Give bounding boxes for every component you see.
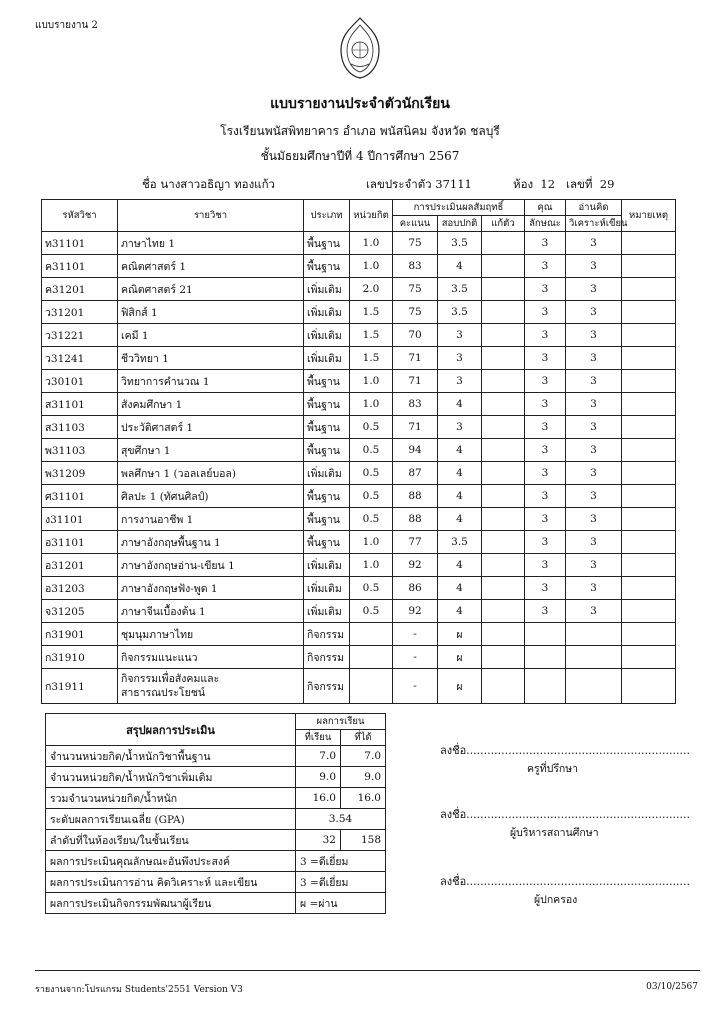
table-row (42, 623, 676, 646)
subject-type-cell: เพิ่มเติม (304, 600, 350, 623)
subject-code-cell: ก31910 (42, 646, 118, 669)
summary-result-header: ผลการเรียน (296, 714, 386, 730)
score-cell: 88 (393, 508, 438, 531)
characteristic-cell: 3 (525, 508, 566, 531)
subject-code-cell: ว31201 (42, 301, 118, 324)
remark-cell (622, 508, 676, 531)
retake-cell (482, 347, 525, 370)
subject-type-cell: เพิ่มเติม (304, 278, 350, 301)
credit-cell: 1.0 (350, 531, 393, 554)
summary-label: ผลการประเมินการอ่าน คิดวิเคราะห์ และเขียน (46, 872, 296, 893)
subject-type-cell: เพิ่มเติม (304, 301, 350, 324)
table-row (42, 577, 676, 600)
score-cell: - (393, 623, 438, 646)
credit-cell: 1.0 (350, 370, 393, 393)
reading-writing-cell (566, 623, 622, 646)
advisor-signature-line: ลงชื่อ................................................................ (440, 744, 690, 757)
subject-code-cell: พ31103 (42, 439, 118, 462)
subject-code-cell: ว31221 (42, 324, 118, 347)
subject-type-cell: พื้นฐาน (304, 232, 350, 255)
table-row (42, 462, 676, 485)
summary-label: รวมจำนวนหน่วยกิต/น้ำหนัก (46, 788, 296, 809)
subject-type-cell: เพิ่มเติม (304, 324, 350, 347)
characteristic-cell: 3 (525, 232, 566, 255)
score-cell: 86 (393, 577, 438, 600)
subject-type-cell: พื้นฐาน (304, 255, 350, 278)
room-value: 12 (540, 177, 556, 191)
gpa-value: 3.54 (296, 809, 386, 830)
retake-cell (482, 669, 525, 704)
header-credit: หน่วยกิต (350, 200, 393, 232)
parent-role: ผู้ปกครอง (534, 894, 578, 906)
read-value: 3 =ดีเยี่ยม (296, 872, 386, 893)
subject-type-cell: เพิ่มเติม (304, 347, 350, 370)
remark-cell (622, 462, 676, 485)
table-row (42, 301, 676, 324)
summary-enrolled: 9.0 (296, 767, 341, 788)
characteristic-cell: 3 (525, 347, 566, 370)
subject-name-cell: คณิตศาสตร์ 1 (118, 255, 304, 278)
summary-label: ผลการประเมินกิจกรรมพัฒนาผู้เรียน (46, 893, 296, 914)
remark-cell (622, 370, 676, 393)
grade-cell: 4 (438, 485, 482, 508)
remark-cell (622, 554, 676, 577)
subject-code-cell: พ31209 (42, 462, 118, 485)
retake-cell (482, 324, 525, 347)
grade-cell: 3 (438, 347, 482, 370)
retake-cell (482, 600, 525, 623)
table-row (42, 278, 676, 301)
remark-cell (622, 531, 676, 554)
table-row (42, 255, 676, 278)
activity-value: ผ =ผ่าน (296, 893, 386, 914)
subject-type-cell: กิจกรรม (304, 669, 350, 704)
characteristic-cell: 3 (525, 462, 566, 485)
grade-line: ชั้นมัธยมศึกษาปีที่ 4 ปีการศึกษา 2567 (260, 149, 460, 163)
retake-cell (482, 462, 525, 485)
rank-grade: 158 (341, 830, 386, 851)
score-cell: 71 (393, 347, 438, 370)
reading-writing-cell: 3 (566, 416, 622, 439)
characteristic-cell: 3 (525, 393, 566, 416)
summary-row-gpa (46, 809, 386, 830)
retake-cell (482, 255, 525, 278)
reading-writing-cell: 3 (566, 554, 622, 577)
reading-writing-cell: 3 (566, 531, 622, 554)
parent-signature-line: ลงชื่อ................................................................ (440, 875, 690, 888)
table-row (42, 600, 676, 623)
summary-label: ลำดับที่ในห้องเรียน/ในชั้นเรียน (46, 830, 296, 851)
summary-row-basic (46, 746, 386, 767)
subject-name-cell: วิทยาการคำนวณ 1 (118, 370, 304, 393)
credit-cell: 1.5 (350, 301, 393, 324)
retake-cell (482, 370, 525, 393)
grade-cell: 4 (438, 393, 482, 416)
header-code: รหัสวิชา (42, 200, 118, 232)
credit-cell: 1.5 (350, 347, 393, 370)
score-cell: 75 (393, 232, 438, 255)
subject-type-cell: พื้นฐาน (304, 439, 350, 462)
score-cell: 94 (393, 439, 438, 462)
id-value: 37111 (435, 177, 472, 191)
header-assessment: การประเมินผลสัมฤทธิ์ (393, 200, 525, 216)
subject-type-cell: พื้นฐาน (304, 508, 350, 531)
retake-cell (482, 623, 525, 646)
remark-cell (622, 416, 676, 439)
reading-writing-cell: 3 (566, 508, 622, 531)
summary-row-rank (46, 830, 386, 851)
reading-writing-cell: 3 (566, 600, 622, 623)
reading-writing-cell: 3 (566, 462, 622, 485)
credit-cell: 0.5 (350, 508, 393, 531)
characteristic-cell: 3 (525, 554, 566, 577)
name-label: ชื่อ (142, 177, 157, 191)
rank-room: 32 (296, 830, 341, 851)
header-char-bottom: ลักษณะ (525, 216, 566, 232)
credit-cell: 0.5 (350, 600, 393, 623)
credit-cell: 0.5 (350, 577, 393, 600)
summary-row-activity (46, 893, 386, 914)
form-code: แบบรายงาน 2 (35, 20, 98, 31)
score-cell: 83 (393, 393, 438, 416)
characteristic-cell (525, 669, 566, 704)
retake-cell (482, 577, 525, 600)
characteristic-cell: 3 (525, 577, 566, 600)
reading-writing-cell: 3 (566, 347, 622, 370)
subject-name-cell: ศิลปะ 1 (ทัศนศิลป์) (118, 485, 304, 508)
subject-name-cell: ภาษาอังกฤษอ่าน-เขียน 1 (118, 554, 304, 577)
score-cell: 92 (393, 600, 438, 623)
subject-name-cell: ภาษาอังกฤษพื้นฐาน 1 (118, 531, 304, 554)
reading-writing-cell: 3 (566, 485, 622, 508)
subject-type-cell: กิจกรรม (304, 623, 350, 646)
score-cell: 70 (393, 324, 438, 347)
credit-cell (350, 623, 393, 646)
subject-code-cell: ว30101 (42, 370, 118, 393)
characteristic-cell: 3 (525, 416, 566, 439)
subject-name-cell: กิจกรรมแนะแนว (118, 646, 304, 669)
subject-type-cell: พื้นฐาน (304, 531, 350, 554)
student-name (142, 176, 275, 194)
table-row (42, 416, 676, 439)
subject-name-cell: ชุมนุมภาษาไทย (118, 623, 304, 646)
summary-earned-header: ที่ได้ (341, 730, 386, 746)
subject-type-cell: พื้นฐาน (304, 370, 350, 393)
table-row (42, 531, 676, 554)
subject-name-cell: กิจกรรมเพื่อสังคมและสาธารณประโยชน์ (118, 669, 304, 704)
retake-cell (482, 439, 525, 462)
director-role: ผู้บริหารสถานศึกษา (510, 827, 599, 839)
name-value: นางสาวอธิญา ทองแก้ว (160, 177, 276, 191)
advisor-role: ครูที่ปรึกษา (527, 763, 579, 775)
subject-name-cell: การงานอาชีพ 1 (118, 508, 304, 531)
subject-name-cell: สุขศึกษา 1 (118, 439, 304, 462)
credit-cell: 0.5 (350, 439, 393, 462)
credit-cell: 1.0 (350, 393, 393, 416)
footer-source: รายงานจาก:โปรแกรม Students'2551 Version V3 (35, 985, 243, 995)
score-cell: - (393, 646, 438, 669)
credit-cell: 1.0 (350, 255, 393, 278)
credit-cell (350, 646, 393, 669)
subject-code-cell: อ31201 (42, 554, 118, 577)
reading-writing-cell: 3 (566, 232, 622, 255)
director-signature-line: ลงชื่อ................................................................ (440, 808, 690, 821)
grade-cell: ผ (438, 623, 482, 646)
subject-type-cell: เพิ่มเติม (304, 554, 350, 577)
remark-cell (622, 623, 676, 646)
summary-row-total (46, 788, 386, 809)
remark-cell (622, 600, 676, 623)
subject-name-cell: ภาษาอังกฤษฟัง-พูด 1 (118, 577, 304, 600)
remark-cell (622, 577, 676, 600)
subject-code-cell: ส31101 (42, 393, 118, 416)
characteristic-cell: 3 (525, 439, 566, 462)
remark-cell (622, 393, 676, 416)
reading-writing-cell: 3 (566, 278, 622, 301)
retake-cell (482, 531, 525, 554)
summary-enrolled: 16.0 (296, 788, 341, 809)
credit-cell: 2.0 (350, 278, 393, 301)
summary-label: ระดับผลการเรียนเฉลี่ย (GPA) (46, 809, 296, 830)
subject-code-cell: ค31101 (42, 255, 118, 278)
header-score: คะแนน (393, 216, 438, 232)
header-subject: รายวิชา (118, 200, 304, 232)
header-remark: หมายเหตุ (622, 200, 676, 232)
number-value: 29 (599, 177, 615, 191)
subject-name-cell: ฟิสิกส์ 1 (118, 301, 304, 324)
table-row (42, 324, 676, 347)
retake-cell (482, 554, 525, 577)
subject-name-cell: ประวัติศาสตร์ 1 (118, 416, 304, 439)
score-cell: 88 (393, 485, 438, 508)
table-row (42, 370, 676, 393)
characteristic-cell: 3 (525, 324, 566, 347)
summary-row-char (46, 851, 386, 872)
header-grade: สอบปกติ (438, 216, 482, 232)
score-cell: - (393, 669, 438, 704)
subject-type-cell: เพิ่มเติม (304, 577, 350, 600)
retake-cell (482, 393, 525, 416)
characteristic-cell (525, 646, 566, 669)
retake-cell (482, 232, 525, 255)
table-row (42, 485, 676, 508)
reading-writing-cell: 3 (566, 324, 622, 347)
retake-cell (482, 416, 525, 439)
summary-row-extra (46, 767, 386, 788)
summary-table (45, 713, 386, 914)
summary-enrolled-header: ที่เรียน (296, 730, 341, 746)
summary-label: ผลการประเมินคุณลักษณะอันพึงประสงค์ (46, 851, 296, 872)
table-row (42, 669, 676, 704)
retake-cell (482, 646, 525, 669)
grades-table (41, 199, 676, 704)
student-id (366, 176, 472, 194)
subject-code-cell: ส31103 (42, 416, 118, 439)
retake-cell (482, 485, 525, 508)
summary-earned: 9.0 (341, 767, 386, 788)
reading-writing-cell (566, 646, 622, 669)
remark-cell (622, 324, 676, 347)
characteristic-cell: 3 (525, 278, 566, 301)
grade-cell: 4 (438, 462, 482, 485)
remark-cell (622, 646, 676, 669)
characteristic-cell: 3 (525, 255, 566, 278)
subject-name-cell: คณิตศาสตร์ 21 (118, 278, 304, 301)
reading-writing-cell: 3 (566, 577, 622, 600)
subject-code-cell: ท31101 (42, 232, 118, 255)
grade-cell: 3.5 (438, 531, 482, 554)
reading-writing-cell: 3 (566, 301, 622, 324)
report-title: แบบรายงานประจำตัวนักเรียน (270, 96, 450, 112)
grade-cell: 4 (438, 439, 482, 462)
table-row (42, 393, 676, 416)
subject-type-cell: พื้นฐาน (304, 393, 350, 416)
characteristic-cell: 3 (525, 370, 566, 393)
grade-cell: ผ (438, 669, 482, 704)
remark-cell (622, 255, 676, 278)
subject-name-cell: ภาษาจีนเบื้องต้น 1 (118, 600, 304, 623)
student-room (513, 176, 614, 194)
header-read-bottom: วิเคราะห์เขียน (566, 216, 622, 232)
header-read-top: อ่านคิด (566, 200, 622, 216)
characteristic-cell: 3 (525, 485, 566, 508)
subject-type-cell: เพิ่มเติม (304, 462, 350, 485)
characteristic-cell: 3 (525, 301, 566, 324)
room-label: ห้อง (513, 177, 534, 191)
grade-cell: 3.5 (438, 278, 482, 301)
subject-code-cell: อ31101 (42, 531, 118, 554)
table-row (42, 439, 676, 462)
school-line: โรงเรียนพนัสพิทยาคาร อำเภอ พนัสนิคม จังหวัด ชลบุรี (220, 124, 500, 138)
grade-cell: 3 (438, 416, 482, 439)
characteristic-cell: 3 (525, 600, 566, 623)
remark-cell (622, 485, 676, 508)
grade-cell: 3 (438, 324, 482, 347)
credit-cell: 1.0 (350, 232, 393, 255)
subject-type-cell: พื้นฐาน (304, 416, 350, 439)
grade-cell: 3 (438, 370, 482, 393)
retake-cell (482, 278, 525, 301)
summary-title: สรุปผลการประเมิน (46, 714, 296, 746)
retake-cell (482, 301, 525, 324)
remark-cell (622, 439, 676, 462)
subject-code-cell: ศ31101 (42, 485, 118, 508)
reading-writing-cell: 3 (566, 370, 622, 393)
reading-writing-cell: 3 (566, 439, 622, 462)
summary-earned: 16.0 (341, 788, 386, 809)
subject-name-cell: พลศึกษา 1 (วอลเลย์บอล) (118, 462, 304, 485)
header-retake: แก้ตัว (482, 216, 525, 232)
grade-cell: 4 (438, 600, 482, 623)
subject-code-cell: ค31201 (42, 278, 118, 301)
score-cell: 71 (393, 416, 438, 439)
school-seal-logo (337, 16, 383, 80)
table-row (42, 232, 676, 255)
retake-cell (482, 508, 525, 531)
summary-label: จำนวนหน่วยกิต/น้ำหนักวิชาเพิ่มเติม (46, 767, 296, 788)
subject-name-cell: ชีววิทยา 1 (118, 347, 304, 370)
grade-cell: 4 (438, 255, 482, 278)
subject-code-cell: จ31205 (42, 600, 118, 623)
score-cell: 87 (393, 462, 438, 485)
score-cell: 77 (393, 531, 438, 554)
number-label: เลขที่ (566, 177, 593, 191)
id-label: เลขประจำตัว (366, 177, 432, 191)
score-cell: 71 (393, 370, 438, 393)
grade-cell: ผ (438, 646, 482, 669)
grade-cell: 3.5 (438, 232, 482, 255)
subject-type-cell: พื้นฐาน (304, 485, 350, 508)
subject-code-cell: ว31241 (42, 347, 118, 370)
summary-earned: 7.0 (341, 746, 386, 767)
remark-cell (622, 301, 676, 324)
score-cell: 92 (393, 554, 438, 577)
summary-enrolled: 7.0 (296, 746, 341, 767)
footer-divider (35, 970, 700, 971)
reading-writing-cell: 3 (566, 255, 622, 278)
reading-writing-cell (566, 669, 622, 704)
remark-cell (622, 232, 676, 255)
table-row (42, 646, 676, 669)
grade-rows (42, 232, 676, 704)
summary-row-read (46, 872, 386, 893)
score-cell: 75 (393, 301, 438, 324)
grade-cell: 4 (438, 508, 482, 531)
credit-cell (350, 669, 393, 704)
subject-code-cell: ก31911 (42, 669, 118, 704)
remark-cell (622, 278, 676, 301)
grade-cell: 4 (438, 577, 482, 600)
score-cell: 83 (393, 255, 438, 278)
grade-cell: 4 (438, 554, 482, 577)
header-char-top: คุณ (525, 200, 566, 216)
summary-label: จำนวนหน่วยกิต/น้ำหนักวิชาพื้นฐาน (46, 746, 296, 767)
remark-cell (622, 347, 676, 370)
footer-date: 03/10/2567 (646, 982, 698, 992)
subject-name-cell: เคมี 1 (118, 324, 304, 347)
credit-cell: 0.5 (350, 416, 393, 439)
credit-cell: 0.5 (350, 462, 393, 485)
subject-code-cell: อ31203 (42, 577, 118, 600)
header-type: ประเภท (304, 200, 350, 232)
score-cell: 75 (393, 278, 438, 301)
table-row (42, 347, 676, 370)
credit-cell: 1.5 (350, 324, 393, 347)
remark-cell (622, 669, 676, 704)
credit-cell: 0.5 (350, 485, 393, 508)
reading-writing-cell: 3 (566, 393, 622, 416)
subject-name-cell: ภาษาไทย 1 (118, 232, 304, 255)
grade-cell: 3.5 (438, 301, 482, 324)
subject-code-cell: ง31101 (42, 508, 118, 531)
subject-code-cell: ก31901 (42, 623, 118, 646)
subject-type-cell: กิจกรรม (304, 646, 350, 669)
table-row (42, 554, 676, 577)
char-value: 3 =ดีเยี่ยม (296, 851, 386, 872)
characteristic-cell: 3 (525, 531, 566, 554)
credit-cell: 1.0 (350, 554, 393, 577)
subject-name-cell: สังคมศึกษา 1 (118, 393, 304, 416)
characteristic-cell (525, 623, 566, 646)
table-row (42, 508, 676, 531)
